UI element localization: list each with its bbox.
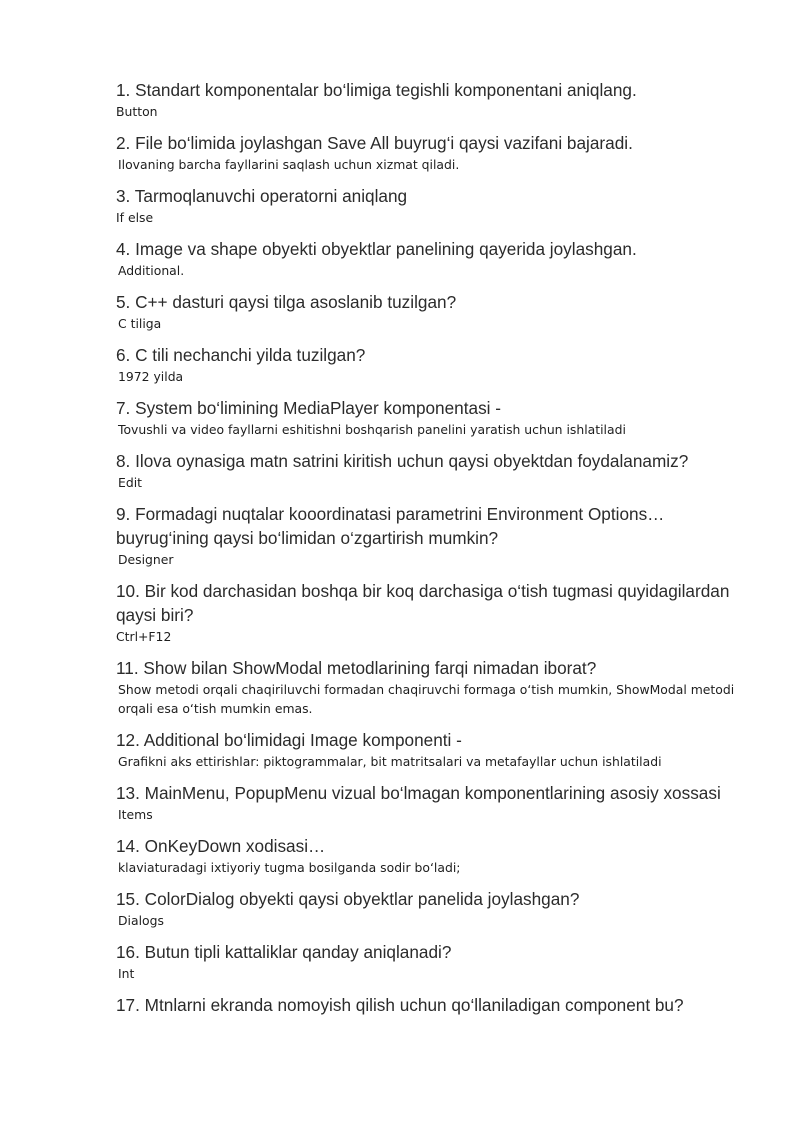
question-text: 1. Standart komponentalar bo‘limiga tegishli komponentani aniqlang. (116, 80, 637, 100)
answer-text: If else (116, 210, 154, 225)
qa-item-14 (116, 834, 756, 877)
question-text: 16. Butun tipli kattaliklar qanday aniqlanadi? (116, 942, 452, 962)
qa-item-11 (116, 656, 756, 718)
question-text: 12. Additional bo‘limidagi Image komponenti - (116, 730, 462, 750)
question-text: 2. File bo‘limida joylashgan Save All buyrug‘i qaysi vazifani bajaradi. (116, 133, 633, 153)
question-text: 4. Image va shape obyekti obyektlar panelining qayerida joylashgan. (116, 239, 637, 259)
answer-text: klaviaturadagi ixtiyoriy tugma bosilganda sodir bo‘ladi; (118, 860, 461, 875)
qa-item-9 (116, 502, 756, 569)
qa-item-16 (116, 940, 756, 983)
question-text: 9. Formadagi nuqtalar kooordinatasi parametrini Environment Options… buyrug‘ining qaysi bo‘limidan o‘zgartirish mumkin? (116, 504, 665, 548)
question-text: 17. Mtnlarni ekranda nomoyish qilish uchun qo‘llaniladigan component bu? (116, 995, 684, 1015)
question-text: 15. ColorDialog obyekti qaysi obyektlar panelida joylashgan? (116, 889, 580, 909)
question-text: 10. Bir kod darchasidan boshqa bir koq darchasiga o‘tish tugmasi quyidagilardan qaysi biri? (116, 581, 730, 625)
document-body (116, 78, 756, 1027)
answer-text: Tovushli va video fayllarni eshitishni boshqarish panelini yaratish uchun ishlatiladi (118, 422, 626, 437)
question-text: 13. MainMenu, PopupMenu vizual bo‘lmagan komponentlarining asosiy xossasi (116, 783, 721, 803)
qa-item-2 (116, 131, 756, 174)
answer-text: Grafikni aks ettirishlar: piktogrammalar, bit matritsalari va metafayllar uchun ishlatiladi (118, 754, 662, 769)
qa-item-13 (116, 781, 756, 824)
qa-item-12 (116, 728, 756, 771)
qa-item-10 (116, 579, 756, 646)
qa-item-15 (116, 887, 756, 930)
answer-text: Ctrl+F12 (116, 629, 172, 644)
answer-text: Ilovaning barcha fayllarini saqlash uchun xizmat qiladi. (118, 157, 460, 172)
answer-text: Dialogs (118, 913, 164, 928)
question-text: 7. System bo‘limining MediaPlayer komponentasi - (116, 398, 501, 418)
qa-item-4 (116, 237, 756, 280)
answer-text: Additional. (118, 263, 185, 278)
question-text: 5. C++ dasturi qaysi tilga asoslanib tuzilgan? (116, 292, 457, 312)
qa-item-1 (116, 78, 756, 121)
question-text: 3. Tarmoqlanuvchi operatorni aniqlang (116, 186, 408, 206)
qa-item-5 (116, 290, 756, 333)
question-text: 8. Ilova oynasiga matn satrini kiritish uchun qaysi obyektdan foydalanamiz? (116, 451, 689, 471)
qa-item-3 (116, 184, 756, 227)
qa-item-7 (116, 396, 756, 439)
qa-item-8 (116, 449, 756, 492)
question-text: 6. C tili nechanchi yilda tuzilgan? (116, 345, 366, 365)
qa-item-17 (116, 993, 756, 1017)
answer-text: Items (118, 807, 153, 822)
question-text: 14. OnKeyDown xodisasi… (116, 836, 326, 856)
answer-text: Button (116, 104, 158, 119)
qa-item-6 (116, 343, 756, 386)
answer-text: C tiliga (118, 316, 162, 331)
answer-text: 1972 yilda (118, 369, 184, 384)
answer-text: Int (118, 966, 135, 981)
answer-text: Show metodi orqali chaqiriluvchi formadan chaqiruvchi formaga o‘tish mumkin, ShowModal metodi orqali esa o‘tish mumkin emas. (118, 682, 735, 716)
question-text: 11. Show bilan ShowModal metodlarining farqi nimadan iborat? (116, 658, 597, 678)
answer-text: Designer (118, 552, 174, 567)
answer-text: Edit (118, 475, 142, 490)
